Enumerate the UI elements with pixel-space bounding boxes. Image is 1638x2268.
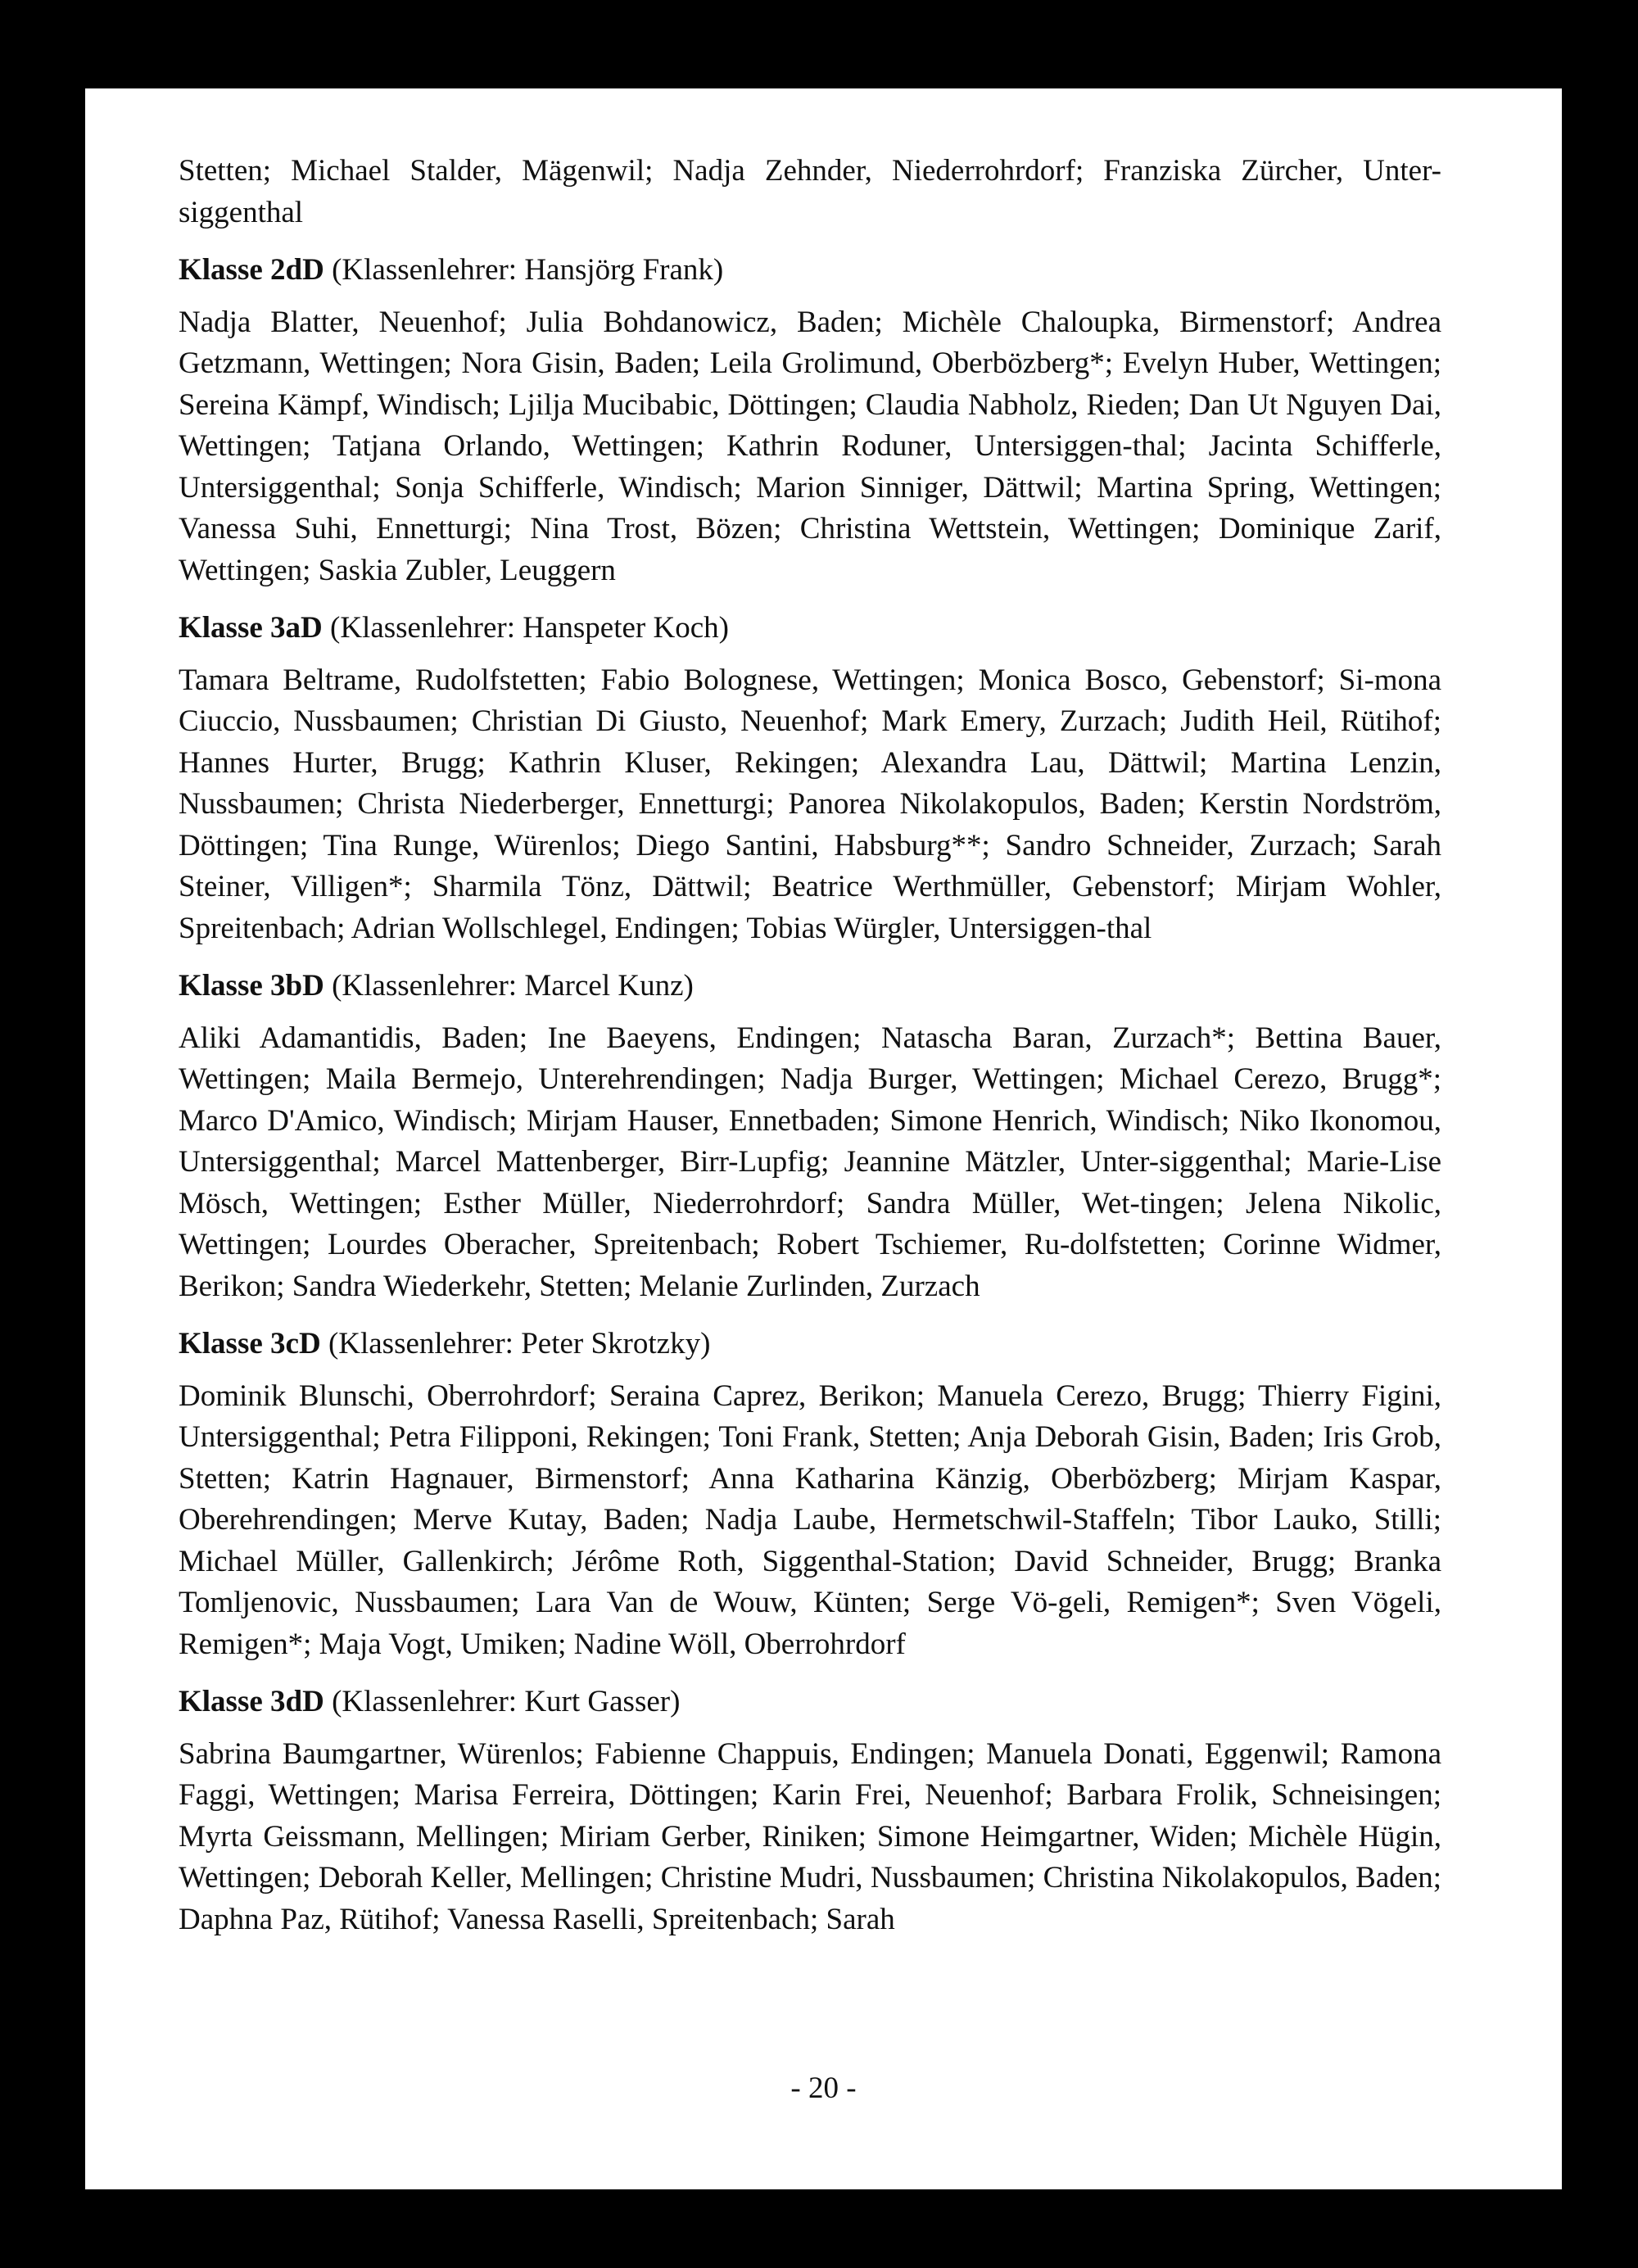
class-teacher: (Klassenlehrer: Marcel Kunz) [332, 969, 694, 1003]
document-page [85, 88, 1562, 2189]
class-section-3bD [179, 966, 1441, 1307]
class-teacher: (Klassenlehrer: Peter Skrotzky) [328, 1327, 711, 1360]
class-section-2dD [179, 250, 1441, 591]
class-teacher: (Klassenlehrer: Hanspeter Koch) [330, 611, 729, 645]
class-teacher: (Klassenlehrer: Hansjörg Frank) [332, 253, 724, 287]
student-list: Dominik Blunschi, Oberrohrdorf; Seraina Caprez, Berikon; Manuela Cerezo, Brugg; Thierry Figini, Untersiggenthal; Petra Filipponi, Rekingen; Toni Frank, Stetten; Anja Deborah Gisin, Baden; Iris Grob, Stetten; Katrin Hagnauer, Birmenstorf; Anna Katharina Känzig, Oberbözberg; Mirjam Kaspar, Oberehrendingen; Merve Kutay, Baden; Nadja Laube, Hermetschwil-Staffeln; Tibor Lauko, Stilli; Michael Müller, Gallenkirch; Jérôme Roth, Siggenthal-Station; David Schneider, Brugg; Branka Tomljenovic, Nussbaumen; Lara Van de Wouw, Künten; Serge Vö-geli, Remigen*; Sven Vögeli, Remigen*; Maja Vogt, Umiken; Nadine Wöll, Oberrohrdorf [179, 1378, 1441, 1661]
student-list: Aliki Adamantidis, Baden; Ine Baeyens, Endingen; Natascha Baran, Zurzach*; Bettina Bauer, Wettingen; Maila Bermejo, Unterehrendingen; Nadja Burger, Wettingen; Michael Cerezo, Brugg*; Marco D'Amico, Windisch; Mirjam Hauser, Ennetbaden; Simone Henrich, Windisch; Niko Ikonomou, Untersiggenthal; Marcel Mattenberger, Birr-Lupfig; Jeannine Mätzler, Unter-siggenthal; Marie-Lise Mösch, Wettingen; Esther Müller, Niederrohrdorf; Sandra Müller, Wet-tingen; Jelena Nikolic, Wettingen; Lourdes Oberacher, Spreitenbach; Robert Tschiemer, Ru-dolfstetten; Corinne Widmer, Berikon; Sandra Wiederkehr, Stetten; Melanie Zurlinden, Zurzach [179, 1021, 1441, 1303]
page-number: - 20 - [790, 2071, 857, 2105]
class-name: Klasse 2dD [179, 253, 324, 287]
class-name: Klasse 3dD [179, 1685, 324, 1718]
class-name: Klasse 3cD [179, 1327, 321, 1360]
class-section-3dD [179, 1682, 1441, 1940]
class-heading [179, 1682, 1441, 1723]
class-name: Klasse 3aD [179, 611, 323, 645]
student-list: Sabrina Baumgartner, Würenlos; Fabienne Chappuis, Endingen; Manuela Donati, Eggenwil; Ramona Faggi, Wettingen; Marisa Ferreira, Döttingen; Karin Frei, Neuenhof; Barbara Frolik, Schneisingen; Myrta Geissmann, Mellingen; Miriam Gerber, Riniken; Simone Heimgartner, Widen; Michèle Hügin, Wettingen; Deborah Keller, Mellingen; Christine Mudri, Nussbaumen; Christina Nikolakopulos, Baden; Daphna Paz, Rütihof; Vanessa Raselli, Spreitenbach; Sarah [179, 1736, 1441, 1936]
class-name: Klasse 3bD [179, 969, 324, 1003]
class-section-3cD [179, 1324, 1441, 1665]
class-heading [179, 1324, 1441, 1365]
student-list: Tamara Beltrame, Rudolfstetten; Fabio Bolognese, Wettingen; Monica Bosco, Gebenstorf; Si-mona Ciuccio, Nussbaumen; Christian Di Giusto, Neuenhof; Mark Emery, Zurzach; Judith Heil, Rütihof; Hannes Hurter, Brugg; Kathrin Kluser, Rekingen; Alexandra Lau, Dättwil; Martina Lenzin, Nussbaumen; Christa Niederberger, Ennetturgi; Panorea Nikolakopulos, Baden; Kerstin Nordström, Döttingen; Tina Runge, Würenlos; Diego Santini, Habsburg**; Sandro Schneider, Zurzach; Sarah Steiner, Villigen*; Sharmila Tönz, Dättwil; Beatrice Werthmüller, Gebenstorf; Mirjam Wohler, Spreitenbach; Adrian Wollschlegel, Endingen; Tobias Würgler, Untersiggen-thal [179, 663, 1441, 945]
class-teacher: (Klassenlehrer: Kurt Gasser) [332, 1685, 681, 1718]
student-list: Nadja Blatter, Neuenhof; Julia Bohdanowicz, Baden; Michèle Chaloupka, Birmenstorf; Andrea Getzmann, Wettingen; Nora Gisin, Baden; Leila Grolimund, Oberbözberg*; Evelyn Huber, Wettingen; Sereina Kämpf, Windisch; Ljilja Mucibabic, Döttingen; Claudia Nabholz, Rieden; Dan Ut Nguyen Dai, Wettingen; Tatjana Orlando, Wettingen; Kathrin Roduner, Untersiggen-thal; Jacinta Schifferle, Untersiggenthal; Sonja Schifferle, Windisch; Marion Sinniger, Dättwil; Martina Spring, Wettingen; Vanessa Suhi, Ennetturgi; Nina Trost, Bözen; Christina Wettstein, Wettingen; Dominique Zarif, Wettingen; Saskia Zubler, Leuggern [179, 305, 1441, 587]
class-heading [179, 250, 1441, 292]
class-heading [179, 608, 1441, 650]
class-section-3aD [179, 608, 1441, 949]
intro-paragraph: Stetten; Michael Stalder, Mägenwil; Nadja Zehnder, Niederrohrdorf; Franziska Zürcher, Unter-siggenthal [179, 154, 1441, 229]
class-heading [179, 966, 1441, 1007]
document-body [179, 151, 1441, 1940]
